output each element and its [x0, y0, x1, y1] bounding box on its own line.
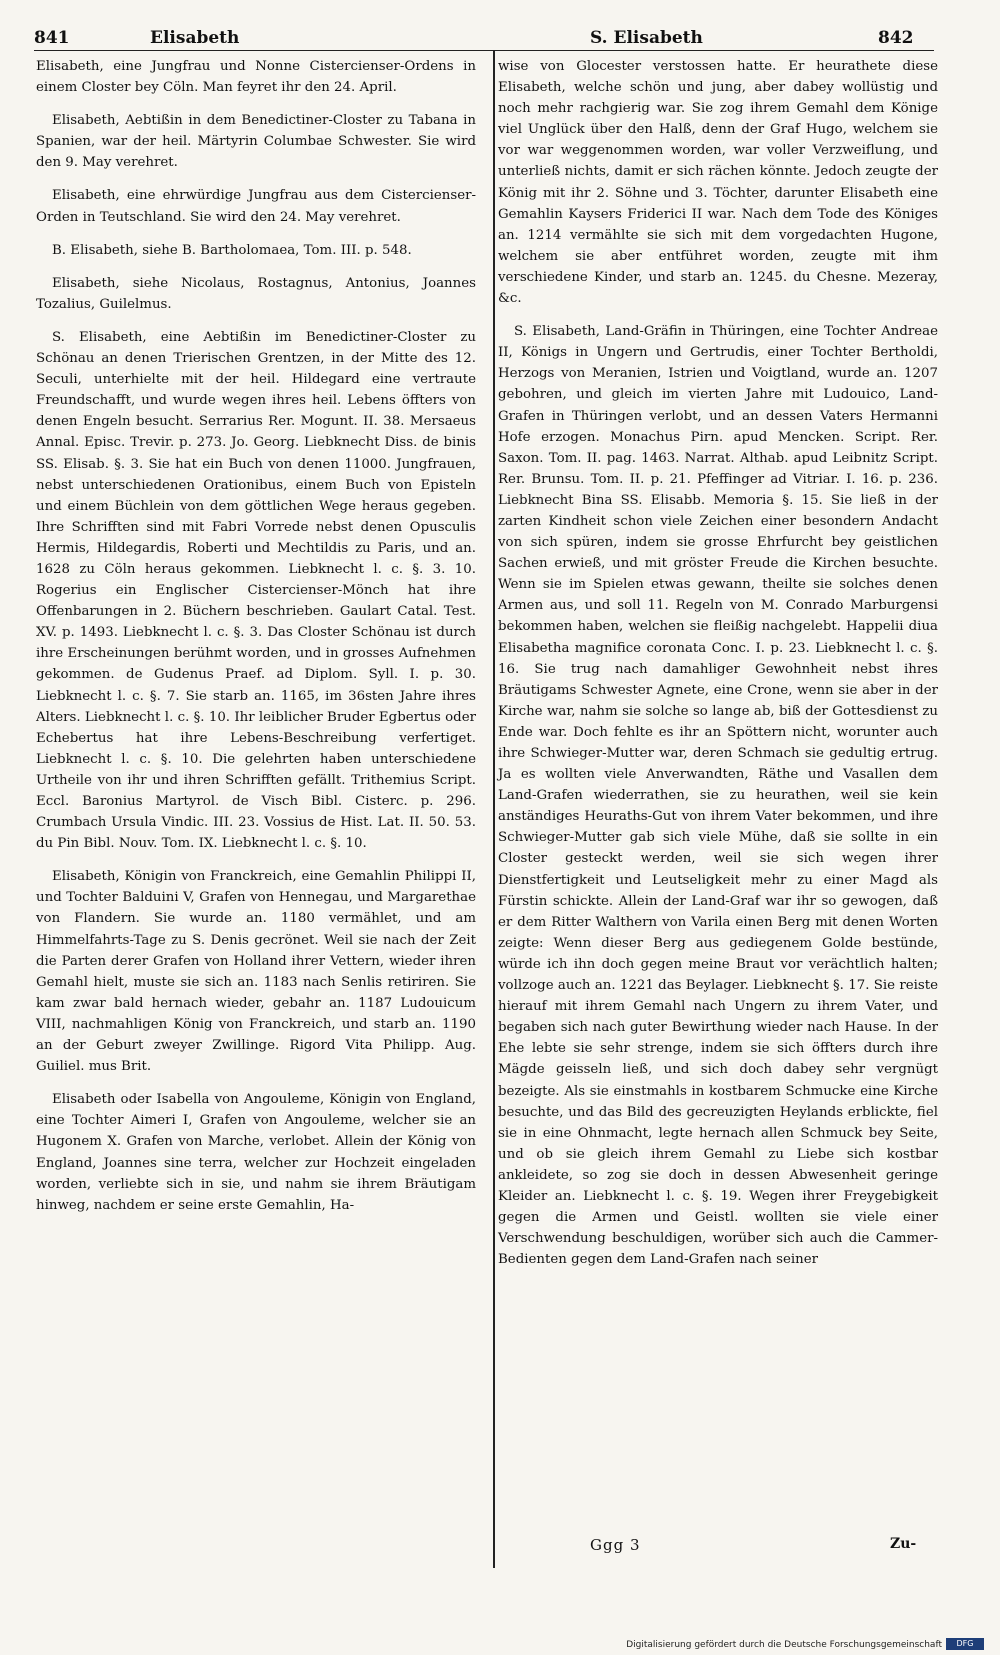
signature-mark: Ggg 3: [590, 1536, 641, 1554]
header-rule: [34, 50, 934, 51]
catchword: Zu-: [890, 1536, 917, 1552]
left-column: [36, 56, 476, 1228]
right-column: [498, 56, 938, 1282]
running-head-right: S. Elisabeth: [590, 28, 703, 48]
entry-paragraph: Elisabeth oder Isabella von Angouleme, Königin von England, eine Tochter Aimeri I, Grafen von Angouleme, welcher sie an Hugonem X. Grafen von Marche, verlobet. Allein der König von England, Joannes sine terra, welcher zur Hochzeit eingeladen worden, verliebte sich in sie, und nahm sie ihrem Bräutigam hinweg, nachdem er seine erste Gemahlin, Ha-: [36, 1092, 476, 1213]
entry-paragraph: wise von Glocester verstossen hatte. Er heurathete diese Elisabeth, welche schön und jung, aber dabey wollüstig und noch mehr rachgierig war. Sie zog ihrem Gemahl dem Könige viel Unglück über den Halß, denn der Graf Hugo, welchem sie vor war weggenommen worden, war voller Verzweiflung, und unterließ nichts, damit er sich rächen könnte. Jedoch zeugte der König mit ihr 2. Söhne und 3. Töchter, darunter Elisabeth eine Gemahlin Kaysers Friderici II war. Nach dem Tode des Königes an. 1214 vermählte sie sich mit dem vorgedachten Hugone, welchem sie aber entführet worden, zeugte mit ihm verschiedene Kinder, und starb an. 1245. du Chesne. Mezeray, &c.: [498, 59, 938, 307]
digitization-credit: Digitalisierung gefördert durch die Deutsche Forschungsgemeinschaft: [626, 1640, 942, 1650]
column-divider: [493, 50, 495, 1568]
entry-paragraph: Elisabeth, eine ehrwürdige Jungfrau aus dem Cistercienser-Orden in Teutschland. Sie wird den 24. May verehret.: [36, 188, 476, 225]
entry-paragraph: Elisabeth, eine Jungfrau und Nonne Cistercienser-Ordens in einem Closter bey Cöln. Man feyret ihr den 24. April.: [36, 59, 476, 96]
page-number-right: 842: [878, 28, 914, 48]
running-head-left: Elisabeth: [150, 28, 240, 48]
entry-paragraph: Elisabeth, Aebtißin in dem Benedictiner-Closter zu Tabana in Spanien, war der heil. Märtyrin Columbae Schwester. Sie wird den 9. May verehret.: [36, 113, 476, 171]
entry-paragraph: Elisabeth, siehe Nicolaus, Rostagnus, Antonius, Joannes Tozalius, Guilelmus.: [36, 275, 476, 312]
entry-paragraph: B. Elisabeth, siehe B. Bartholomaea, Tom. III. p. 548.: [52, 242, 412, 258]
entry-paragraph: S. Elisabeth, eine Aebtißin im Benedictiner-Closter zu Schönau an denen Trierischen Grentzen, in der Mitte des 12. Seculi, unterhielte mit der heil. Hildegard eine vertraute Freundschafft, und wurde wegen ihres heil. Lebens öffters von denen Engeln besucht. Serrarius Rer. Mogunt. II. 38. Mersaeus Annal. Episc. Trevir. p. 273. Jo. Georg. Liebknecht Diss. de binis SS. Elisab. §. 3. Sie hat ein Buch von denen 11000. Jungfrauen, nebst unterschiedenen Orationibus, einem Buch von Episteln und einem Büchlein von dem göttlichen Wege heraus gegeben. Ihre Schrifften sind mit Fabri Vorrede nebst denen Opusculis Hermis, Hildegardis, Roberti und Mechtildis zu Paris, und an. 1628 zu Cöln heraus gekommen. Liebknecht l. c. §. 3. 10. Rogerius ein Englischer Cistercienser-Mönch hat ihre Offenbarungen in 2. Büchern beschrieben. Gaulart Catal. Test. XV. p. 1493. Liebknecht l. c. §. 3. Das Closter Schönau ist durch ihre Erscheinungen berühmt worden, und in grosses Aufnehmen gekommen. de Gudenus Praef. ad Diplom. Syll. I. p. 30. Liebknecht l. c. §. 7. Sie starb an. 1165, im 36sten Jahre ihres Alters. Liebknecht l. c. §. 10. Ihr leiblicher Bruder Egbertus oder Echebertus hat ihre Lebens-Beschreibung verfertiget. Liebknecht l. c. §. 10. Die gelehrten haben unterschiedene Urtheile von ihr und ihren Schrifften gefällt. Trithemius Script. Eccl. Baronius Martyrol. de Visch Bibl. Cisterc. p. 296. Crumbach Ursula Vindic. III. 23. Vossius de Hist. Lat. II. 50. 53. du Pin Bibl. Nouv. Tom. IX. Liebknecht l. c. §. 10.: [36, 329, 476, 852]
dfg-logo: DFG: [946, 1638, 984, 1650]
entry-paragraph: S. Elisabeth, Land-Gräfin in Thüringen, eine Tochter Andreae II, Königs in Ungern und Gertrudis, einer Tochter Bertholdi, Herzogs von Meranien, Istrien und Voigtland, wurde an. 1207 gebohren, und gleich im vierten Jahre mit Ludouico, Land-Grafen in Thüringen verlobt, und an dessen Vaters Hermanni Hofe erzogen. Monachus Pirn. apud Mencken. Script. Rer. Saxon. Tom. II. pag. 1463. Narrat. Althab. apud Leibnitz Script. Rer. Brunsu. Tom. II. p. 21. Pfeffinger ad Vitriar. I. 16. p. 236. Liebknecht Bina SS. Elisabb. Memoria §. 15. Sie ließ in der zarten Kindheit schon viele Zeichen einer besondern Andacht von sich spüren, indem sie grosse Ehrfurcht bey geistlichen Sachen erwieß, und mit gröster Freude die Kirchen besuchte. Wenn sie im Spielen etwas gewann, theilte sie solches denen Armen aus, und soll 11. Regeln von M. Conrado Marburgensi bekommen haben, welchen sie fleißig nachgelebt. Happelii diua Elisabetha magnifice coronata Conc. I. p. 23. Liebknecht l. c. §. 16. Sie trug nach damahliger Gewohnheit nebst ihres Bräutigams Schwester Agnete, eine Crone, wenn sie aber in der Kirche war, nahm sie solche so lange ab, biß der Gottesdienst zu Ende war. Doch fehlte es ihr an Spöttern nicht, worunter auch ihre Schwieger-Mutter war, deren Schmach sie gedultig ertrug. Ja es wollten viele Anverwandten, Räthe und Vasallen dem Land-Grafen wiederrathen, sie zu heurathen, weil sie kein anständiges Heuraths-Gut von ihrem Vater bekommen, und ihre Schwieger-Mutter gab sich viele Mühe, daß sie sollte in ein Closter gesteckt werden, weil sie sich wegen ihrer Dienstfertigkeit und Leutseligkeit mehr zu einer Magd als Fürstin schickte. Allein der Land-Graf war ihr so gewogen, daß er dem Ritter Walthern von Varila einen Berg mit denen Worten zeigte: Wenn dieser Berg aus gediegenem Golde bestünde, würde ich ihn doch gegen meine Braut vor verächtlich halten; vollzoge auch an. 1221 das Beylager. Liebknecht §. 17. Sie reiste hierauf mit ihrem Gemahl nach Ungern zu ihrem Vater, und begaben sich nach guter Bewirthung wieder nach Hause. In der Ehe lebte sie sehr strenge, indem sie sich öffters durch ihre Mägde geisseln ließ, und sich doch dabey sehr vergnügt bezeigte. Als sie einstmahls in kostbarem Schmucke eine Kirche besuchte, und das Bild des gecreuzigten Heylands erblickte, fiel sie in eine Ohnmacht, legte hernach allen Schmuck bey Seite, und ob sie gleich ihrem Gemahl zu Liebe sich kostbar ankleidete, so zog sie doch in dessen Abwesenheit geringe Kleider an. Liebknecht l. c. §. 19. Wegen ihrer Freygebigkeit gegen die Armen und Geistl. wollten sie viele einer Verschwendung beschuldigen, worüber sich auch die Cammer-Bedienten gegen dem Land-Grafen nach seiner: [498, 324, 938, 1268]
page-number-left: 841: [34, 28, 70, 48]
entry-paragraph: Elisabeth, Königin von Franckreich, eine Gemahlin Philippi II, und Tochter Balduini V, Grafen von Hennegau, und Margarethae von Flandern. Sie wurde an. 1180 vermählet, und am Himmelfahrts-Tage zu S. Denis gecrönet. Weil sie nach der Zeit die Parten derer Grafen von Holland ihrer Vettern, wieder ihren Gemahl hielt, muste sie sich an. 1183 nach Senlis retiriren. Sie kam zwar bald hernach wieder, gebahr an. 1187 Ludouicum VIII, nachmahligen König von Franckreich, und starb an. 1190 an der Geburt zweyer Zwillinge. Rigord Vita Philipp. Aug. Guiliel. mus Brit.: [36, 869, 476, 1075]
